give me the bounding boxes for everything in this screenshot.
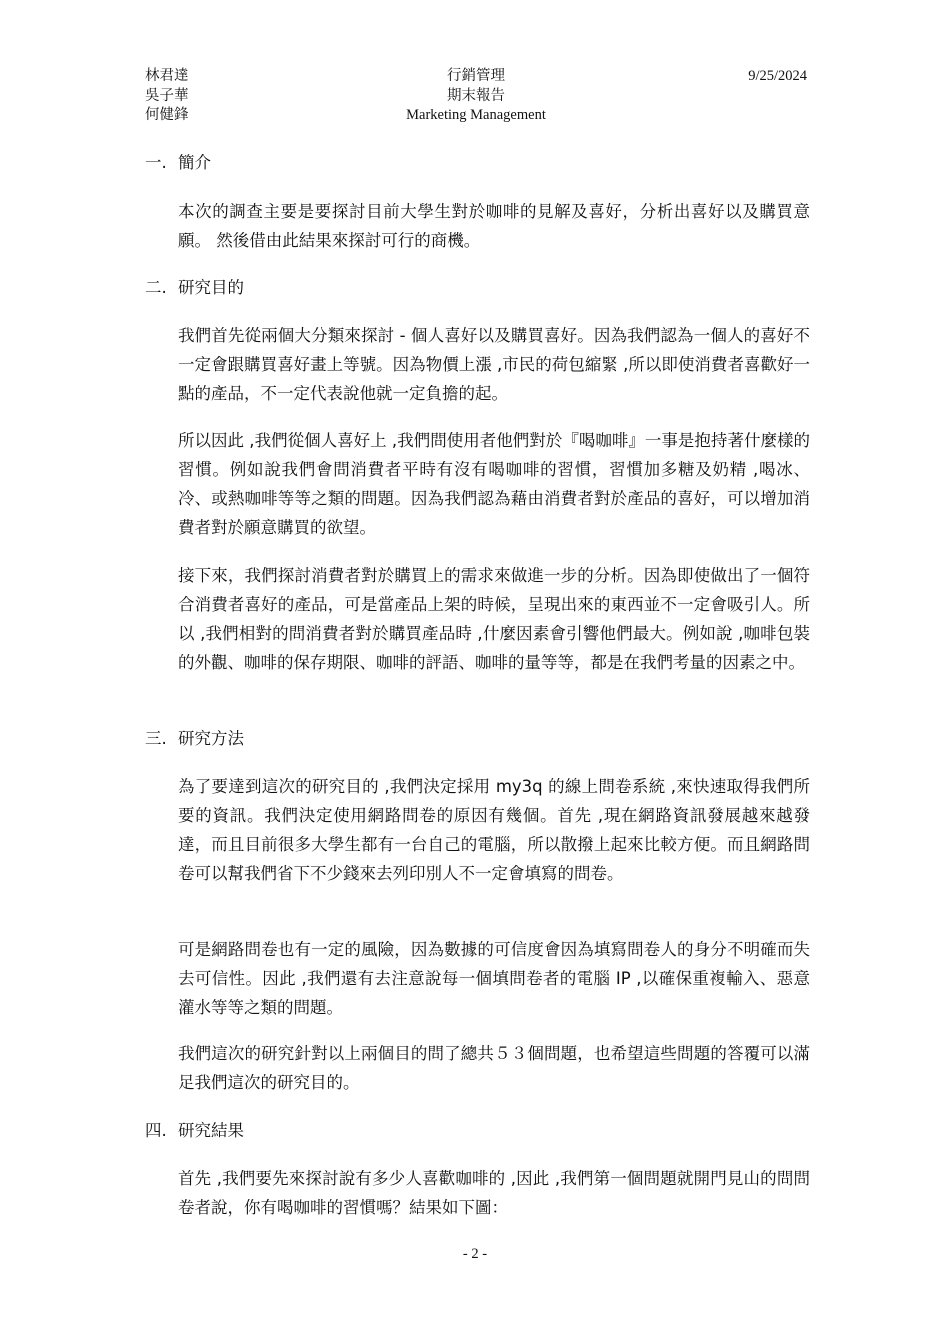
paragraph: 所以因此 ,我們從個人喜好上 ,我們問使用者他們對於『喝咖啡』一事是抱持著什麼樣的習慣。例如說我們會問消費者平時有沒有喝咖啡的習慣，習慣加多糖及奶精 ,喝冰、冷、或熱咖啡等等之類的問題。因為我們認為藉由消費者對於產品的喜好，可以增加消費者對於願意購買的欲望。: [178, 431, 810, 537]
section-title: 簡介: [178, 153, 211, 172]
section-number: 三.: [145, 729, 167, 748]
author-name: 吳子華: [145, 87, 189, 104]
paragraph: 可是網路問卷也有一定的風險，因為數據的可信度會因為填寫問卷人的身分不明確而失去可信性。因此 ,我們還有去注意說每一個填問卷者的電腦 IP ,以確保重複輸入、惡意灌水等等之類的問題。: [178, 940, 810, 1017]
paragraph: 為了要達到這次的研究目的 ,我們決定採用 my3q 的線上問卷系統 ,來快速取得我們所要的資訊。我們決定使用網路問卷的原因有幾個。首先 ,現在網路資訊發展越來越發達，而且目前很多大學生都有一台自己的電腦，所以散撥上起來比較方便。而且網路問卷可以幫我們省下不少錢來去列印別人不一定會填寫的問卷。: [178, 777, 810, 883]
section-heading-method: [145, 729, 244, 749]
section-title: 研究目的: [178, 278, 244, 297]
paragraph: 首先 ,我們要先來探討說有多少人喜歡咖啡的 ,因此 ,我們第一個問題就開門見山的問問卷者說，你有喝咖啡的習慣嗎？結果如下圖：: [178, 1169, 810, 1217]
course-title: [145, 67, 807, 126]
report-type: 期末報告: [447, 87, 505, 104]
section-title: 研究方法: [178, 729, 244, 748]
page-header: [145, 67, 807, 127]
section-number: 二.: [145, 278, 167, 297]
section-number: 四.: [145, 1121, 167, 1140]
author-name: 何健鋒: [145, 107, 189, 123]
course-english-name: Marketing Management: [406, 107, 546, 123]
paragraph: 接下來，我們探討消費者對於購買上的需求來做進一步的分析。因為即使做出了一個符合消費者喜好的產品，可是當產品上架的時候，呈現出來的東西並不一定會吸引人。所以 ,我們相對的問消費者對於購買產品時 ,什麼因素會引響他們最大。例如說 ,咖啡包裝的外觀、咖啡的保存期限、咖啡的評語、咖啡的量等等，都是在我們考量的因素之中。: [178, 566, 810, 672]
date-text: 9/25/2024: [748, 68, 807, 84]
paragraph: 我們這次的研究針對以上兩個目的問了總共５３個問題，也希望這些問題的答覆可以滿足我們這次的研究目的。: [178, 1044, 810, 1092]
paragraph: 本次的調查主要是要探討目前大學生對於咖啡的見解及喜好，分析出喜好以及購買意願。 然後借由此結果來探討可行的商機。: [178, 202, 810, 250]
section-title: 研究結果: [178, 1121, 244, 1140]
paragraph: 我們首先從兩個大分類來探討 - 個人喜好以及購買喜好。因為我們認為一個人的喜好不一定會跟購買喜好畫上等號。因為物價上漲 ,市民的荷包縮緊 ,所以即使消費者喜歡好一點的產品，不一定代表說他就一定負擔的起。: [178, 326, 810, 403]
report-date: [748, 67, 807, 87]
section-number: 一.: [145, 153, 167, 172]
section-heading-results: [145, 1121, 244, 1141]
section-heading-purpose: [145, 278, 244, 298]
author-name: 林君達: [145, 68, 189, 84]
page-number: - 2 -: [462, 1246, 488, 1262]
section-heading-intro: [145, 153, 211, 173]
course-name: 行銷管理: [447, 68, 505, 84]
